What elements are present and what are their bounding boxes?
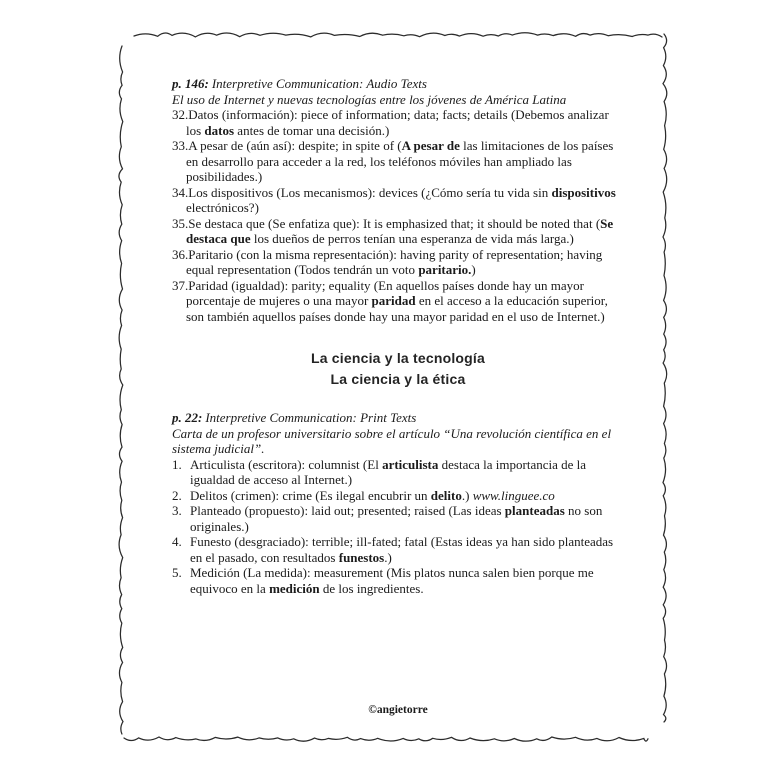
vocab-word-bold: Se destaca que bbox=[186, 215, 614, 246]
vocab-list-audio bbox=[172, 107, 624, 324]
item-number: 32. bbox=[172, 107, 189, 122]
vocab-item bbox=[172, 107, 624, 138]
vocab-item bbox=[172, 216, 624, 247]
section-title-line bbox=[172, 410, 624, 426]
item-text: A pesar de (aún así): despite; in spite of ( bbox=[188, 138, 402, 153]
section-title: Interpretive Communication: Print Texts bbox=[205, 410, 417, 425]
item-text: destaca la importancia de la igualdad de acceso al Internet.) bbox=[190, 456, 587, 487]
vocab-item bbox=[172, 457, 624, 488]
item-text: los dueños de perros tenían una esperanza de vida más larga.) bbox=[250, 231, 574, 246]
item-number: 2. bbox=[172, 487, 182, 503]
unit-heading-ethics: La ciencia y la ética bbox=[330, 371, 466, 387]
item-text: Planteado (propuesto): laid out; presented; raised (Las ideas bbox=[190, 503, 505, 518]
section-subtitle: El uso de Internet y nuevas tecnologías entre los jóvenes de América Latina bbox=[172, 91, 567, 107]
section-title: Interpretive Communication: Audio Texts bbox=[211, 76, 427, 91]
item-text: Los dispositivos (Los mecanismos): devices (¿Cómo sería tu vida sin bbox=[188, 184, 552, 200]
item-text: Delitos (crimen): crime (Es ilegal encubrir un bbox=[190, 487, 431, 503]
copyright-credit: ©angietorre bbox=[368, 704, 428, 716]
vocab-list-print bbox=[172, 457, 624, 597]
item-text: Paridad (igualdad): parity; equality (En aquellos países donde hay un mayor porcentaje de mujeres o una mayor bbox=[186, 277, 584, 308]
item-text: en el acceso a la educación superior, son también aquellos países donde hay una mayor paridad en el uso de Internet.) bbox=[186, 293, 608, 324]
vocab-word-bold: paritario. bbox=[418, 262, 472, 277]
vocab-word-bold: A pesar de bbox=[401, 138, 460, 153]
section-subtitle: Carta de un profesor universitario sobre el artículo “Una revolución científica en el sistema judicial”. bbox=[172, 425, 612, 456]
vocab-word-bold: planteadas bbox=[504, 503, 565, 518]
vocab-word-bold: articulista bbox=[382, 456, 439, 472]
section-title-line bbox=[172, 76, 624, 92]
vocab-item bbox=[172, 534, 624, 565]
item-number: 37. bbox=[172, 277, 189, 293]
page-reference: p. 146: bbox=[172, 76, 209, 91]
source-link-text: www.linguee.co bbox=[472, 487, 555, 503]
item-number: 1. bbox=[172, 456, 182, 472]
item-text: electrónicos?) bbox=[186, 200, 259, 215]
vocab-item bbox=[172, 565, 624, 596]
item-number: 3. bbox=[172, 503, 182, 518]
item-text: .) bbox=[461, 487, 473, 503]
vocab-word-bold: medición bbox=[269, 580, 320, 596]
unit-heading-technology: La ciencia y la tecnología bbox=[310, 350, 486, 366]
vocab-word-bold: dispositivos bbox=[551, 184, 616, 200]
item-number: 36. bbox=[172, 246, 189, 262]
item-number: 33. bbox=[172, 138, 189, 153]
vocab-item bbox=[172, 247, 624, 278]
item-text: Se destaca que (Se enfatiza que): It is emphasized that; it should be noted that ( bbox=[188, 215, 601, 231]
vocab-item bbox=[172, 185, 624, 216]
item-text: Paritario (con la misma representación): having parity of representation; having equal representation (Todos tendrán un voto bbox=[186, 246, 603, 277]
vocab-word-bold: delito bbox=[430, 487, 462, 503]
item-text: Medición (La medida): measurement (Mis platos nunca salen bien porque me equivoco en la bbox=[190, 565, 594, 596]
vocab-item bbox=[172, 488, 624, 504]
item-text: antes de tomar una decisión.) bbox=[234, 122, 390, 138]
item-text: no son originales.) bbox=[190, 503, 603, 534]
vocab-item bbox=[172, 138, 624, 185]
item-text: .) bbox=[384, 549, 392, 565]
border-left bbox=[119, 46, 123, 734]
border-bottom bbox=[124, 737, 648, 741]
item-text: Articulista (escritora): columnist (El bbox=[190, 456, 383, 472]
vocab-item bbox=[172, 503, 624, 534]
vocab-item bbox=[172, 278, 624, 325]
border-right bbox=[663, 34, 667, 722]
vocab-word-bold: funestos bbox=[338, 549, 385, 565]
unit-headings bbox=[172, 348, 624, 390]
item-number: 4. bbox=[172, 534, 182, 549]
section-header-print bbox=[172, 410, 624, 457]
item-text: ) bbox=[471, 262, 476, 277]
section-header-audio bbox=[172, 76, 624, 107]
vocab-word-bold: paridad bbox=[371, 293, 416, 308]
item-number: 34. bbox=[172, 184, 189, 200]
item-text: Funesto (desgraciado): terrible; ill-fated; fatal (Estas ideas ya han sido planteadas en el pasado, con resultados bbox=[190, 534, 614, 565]
item-text: de los ingredientes. bbox=[319, 580, 424, 596]
item-text: Datos (información): piece of information; data; facts; details (Debemos analizar los bbox=[186, 107, 609, 138]
page-content bbox=[172, 76, 624, 596]
vocab-word-bold: datos bbox=[204, 122, 235, 138]
border-top bbox=[134, 33, 662, 37]
item-text: las limitaciones de los países en desarrollo para acceder a la red, los teléfonos móviles han ampliado las posibilidades.) bbox=[186, 138, 614, 184]
item-number: 35. bbox=[172, 215, 189, 231]
item-number: 5. bbox=[172, 565, 182, 580]
page-reference: p. 22: bbox=[172, 410, 203, 425]
